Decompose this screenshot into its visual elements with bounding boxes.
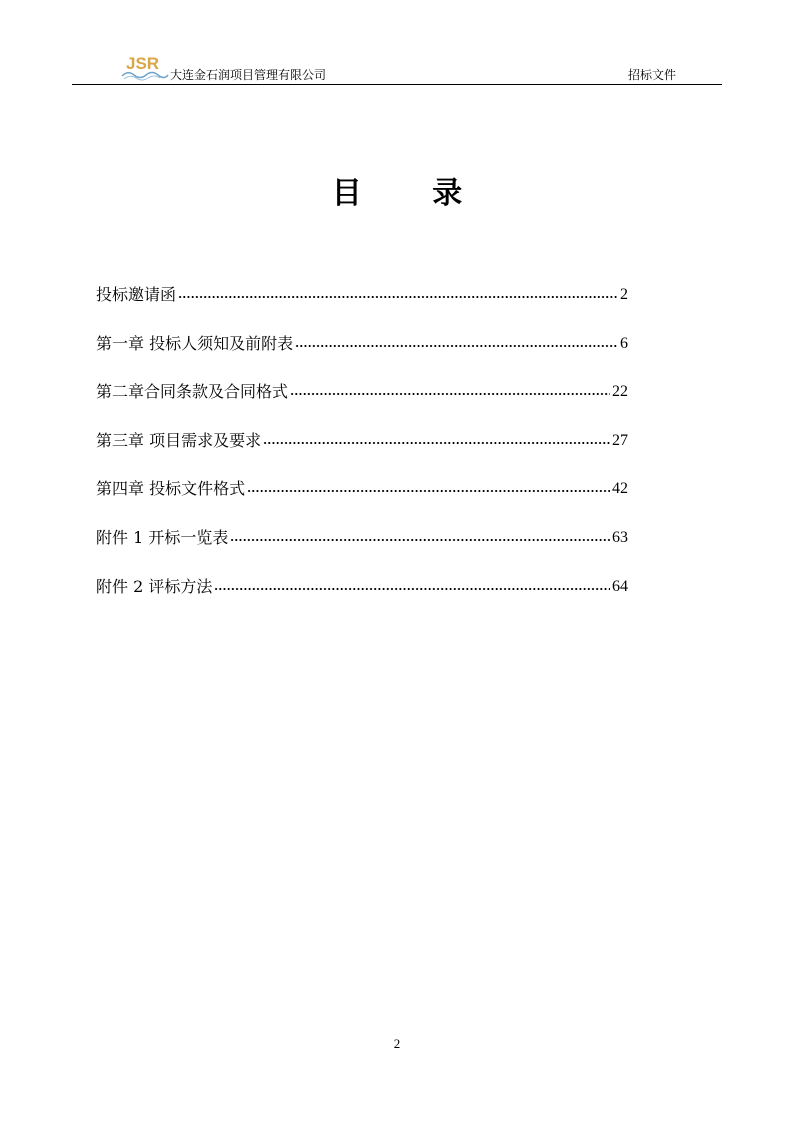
toc-entry[interactable] bbox=[96, 476, 628, 525]
table-of-contents bbox=[96, 282, 628, 622]
toc-entry-page: 64 bbox=[612, 577, 628, 595]
toc-entry-label: 附件 1 开标一览表 bbox=[96, 527, 229, 547]
toc-leader-dots bbox=[263, 428, 610, 454]
page-header bbox=[72, 56, 722, 85]
company-logo bbox=[120, 56, 170, 82]
logo-text: JSR bbox=[126, 54, 160, 73]
toc-entry-page: 6 bbox=[620, 334, 628, 352]
toc-leader-dots bbox=[178, 282, 618, 308]
company-name: 大连金石润项目管理有限公司 bbox=[170, 68, 327, 82]
toc-leader-dots bbox=[230, 525, 610, 551]
page-number: 2 bbox=[393, 1036, 401, 1051]
toc-entry-page: 42 bbox=[612, 480, 628, 498]
toc-leader-dots bbox=[290, 379, 610, 405]
toc-leader-dots bbox=[247, 476, 610, 502]
toc-entry[interactable] bbox=[96, 428, 628, 477]
toc-entry-label: 第二章合同条款及合同格式 bbox=[96, 382, 289, 402]
toc-entry-label: 第四章 投标文件格式 bbox=[96, 479, 246, 499]
toc-entry-page: 22 bbox=[612, 383, 628, 401]
toc-entry-page: 63 bbox=[612, 528, 628, 546]
toc-entry-label: 投标邀请函 bbox=[96, 285, 177, 304]
toc-entry[interactable] bbox=[96, 331, 628, 380]
toc-entry[interactable] bbox=[96, 379, 628, 428]
toc-entry[interactable] bbox=[96, 574, 628, 623]
page-title: 目 录 bbox=[331, 176, 493, 211]
toc-entry-page: 2 bbox=[620, 286, 628, 303]
toc-entry-page: 27 bbox=[612, 431, 628, 449]
logo-wave-icon bbox=[120, 56, 170, 82]
toc-entry[interactable] bbox=[96, 282, 628, 331]
toc-entry-label: 第三章 项目需求及要求 bbox=[96, 430, 262, 450]
document-type: 招标文件 bbox=[627, 68, 676, 82]
toc-leader-dots bbox=[214, 574, 610, 600]
toc-entry-label: 第一章 投标人须知及前附表 bbox=[96, 333, 294, 353]
toc-entry-label: 附件 2 评标方法 bbox=[96, 576, 213, 596]
toc-entry[interactable] bbox=[96, 525, 628, 574]
toc-leader-dots bbox=[295, 331, 618, 357]
